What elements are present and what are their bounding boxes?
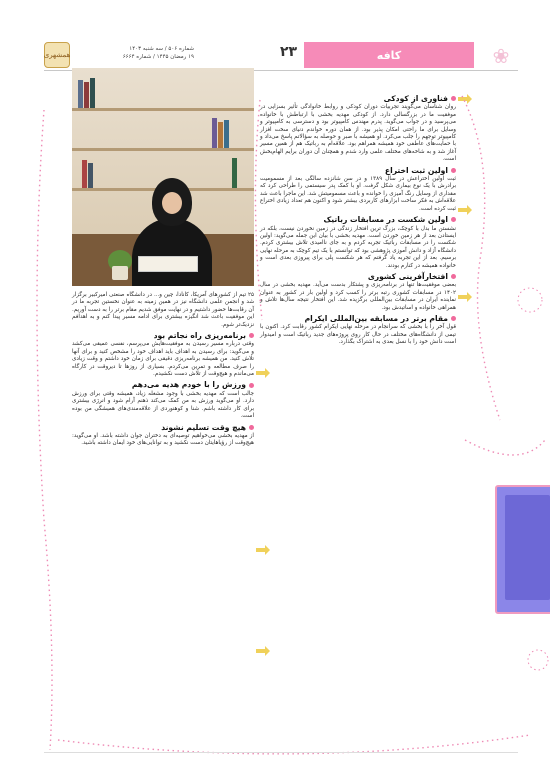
- paragraph: ۲۵ تیم از کشورهای آمریکا، کانادا، چین و... در دانشگاه صنعتی امیرکبیر برگزار شد و انجمن علمی دانشگاه نیز در همین زمینه به عنوان نخستین تجربه ما در آن رقابت‌ها حضور داشتیم و در نهایت موفق شدیم مقام برتر را به دست آوریم. این موفقیت باعث شد انگیزه بیشتری برای ادامه مسیر پیدا کنم و به اهدافم نزدیک‌تر شوم.: [72, 292, 254, 328]
- heading-text: ورزش را با خودم هدیه می‌دهم: [131, 380, 246, 390]
- heading-text: اولین شکست در مسابقات رباتیک: [323, 215, 448, 225]
- heading-text: هیچ وقت تسلیم نشوند: [161, 422, 246, 432]
- paragraph: وقتی درباره مسیر رسیدن به موفقیت‌هایش می‌پرسم، نفسی عمیقی می‌کشد و می‌گوید: برای رسیدن به اهداف باید اهداف خود را مشخص کنید و برای آنها تلاش کنید. من همیشه برنامه‌ریزی دقیقی برای زمان خود داشتم و وقت زیادی را صرف مطالعه و تمرین می‌کردم. بسیاری از روزها تا دیروقت در کارگاه می‌ماندم و هیچ‌وقت از تلاش دست نکشیدم.: [72, 341, 254, 378]
- paragraph: قول آخر را با بخشی که سرانجام در مرحله نهایی ایکرام کشور رقابت کرد. اکنون با تیمی از دانشگاه‌های مختلف در حال کار روی پروژه‌های جدید رباتیک است و امیدوار است دانش خود را با نسل بعدی به اشتراک بگذارد.: [260, 324, 456, 346]
- heading-text: برنامه‌ریزی راه نجاتم بود: [153, 331, 246, 341]
- paragraph: نشستن ما بدل با کوچک، بزرگ ترین افتخار زندگی در زمین نخوردن نیست، بلکه در ایستادن بعد از هر زمین خوردن است. مهدیه بخشی با بیان این جمله می‌گوید: اولین شکست را در مسابقات رباتیک تجربه کردم و به جای ناامیدی تلاش بیشتری کردم. دانشگاه آزاد و دانش آموزی پژوهشی بود که توانستم با یک تیم کوچک به مرحله نهایی برسیم. بعد از این تجربه یاد گرفتم که هر شکست پلی برای پیروزی بعدی است و خانواده همیشه در کنارم بودند.: [260, 225, 456, 269]
- heading-text: مقام برتر در مسابقه بین‌المللی ایکرام: [304, 313, 448, 323]
- paragraph: از مهدیه بخشی می‌خواهیم توصیه‌ای به دختران جوان داشته باشد. او می‌گوید: هیچ‌وقت از رؤیاهایتان دست نکشید و به توانایی‌های خود ایمان داشته باشید.: [72, 432, 254, 447]
- footer-divider: [44, 752, 518, 753]
- heading-text: اولین ثبت اختراع: [384, 165, 448, 175]
- section-title: کافه: [376, 48, 402, 62]
- heading-text: افتخارآفرینی کشوری: [367, 271, 448, 281]
- heading-text: فناوری از کودکی: [383, 94, 448, 103]
- paragraph: جالب است که مهدیه بخشی با وجود مشغله زیاد، همیشه وقتی برای ورزش دارد. او می‌گوید ورزش به من کمک می‌کند ذهنم آرام شود و انرژی بیشتری برای کار داشته باشم. شنا و کوهنوردی از علاقه‌مندی‌های همیشگی من بوده است.: [72, 390, 254, 420]
- paragraph: روان شناسان می‌گویند تجربیات دوران کودکی و روابط خانوادگی تأثیر بسزایی در موفقیت ما در بزرگسالی دارد. از کودکی مهدیه بخشی با ارتباطش با خانواده می‌پرسید و در جواب می‌گوید. پدرم مهندس کامپیوتر بود و دسترسی به کامپیوتر و وسایل برای ما راحتی امکان پذیر بود. از همان دوره خواندم دنیای سخت افزار کامپیوتر توجهم را جلب می‌کرد. او همیشه با صبر و حوصله به سؤالاتم پاسخ می‌داد و با حمایت‌های عاطفی خود همیشه همراهم بود. علاقه‌ام به رباتیک هم از همین مسیر آغاز شد و به شاخه‌های مختلف علمی وارد شدم و همچنان آن دوران برایم الهام‌بخش است.: [260, 104, 456, 163]
- paragraph: بعضی موفقیت‌ها تنها در برنامه‌ریزی و پشتکار بدست می‌آید. مهدیه بخشی در سال ۱۴۰۲ در مسابقات کشوری رتبه برتر را کسب کرد و اولین بار در کشور به عنوان نماینده ایران در مسابقات بین‌المللی برگزیده شد. این افتخار نتیجه سال‌ها تلاش و همراهی خانواده و اساتیدش بود.: [260, 282, 456, 311]
- spiral-decoration-icon: ❀: [492, 44, 510, 68]
- logo-text: همشهری: [43, 51, 71, 59]
- issue-line-1: شماره ۵۰۶ / سه شنبه ۱۴۰۳: [129, 46, 194, 52]
- page-number: ۲۳: [280, 44, 298, 60]
- paragraph: ثبت اولین اختراعش در سال ۱۳۸۹ و در سن شانزده سالگی بعد از مسمومیت برادرش با یک نوع بیماری شکل گرفت. او با کمک پدر سیستمی را طراحی کرد که مقداری از وسایل رنگ آمیزی را خوانده و باعث مسمومیتش شد. این ماجرا باعث شد علاقه‌اش به فکر ساخت ابزارهای کاربردی بیشتر شود و اکنون هم تعداد زیادی اختراع ثبت کرده است.: [260, 176, 456, 212]
- issue-line-2: ۱۹ رمضان ۱۴۴۵ / شماره ۶۶۶۴: [122, 54, 194, 60]
